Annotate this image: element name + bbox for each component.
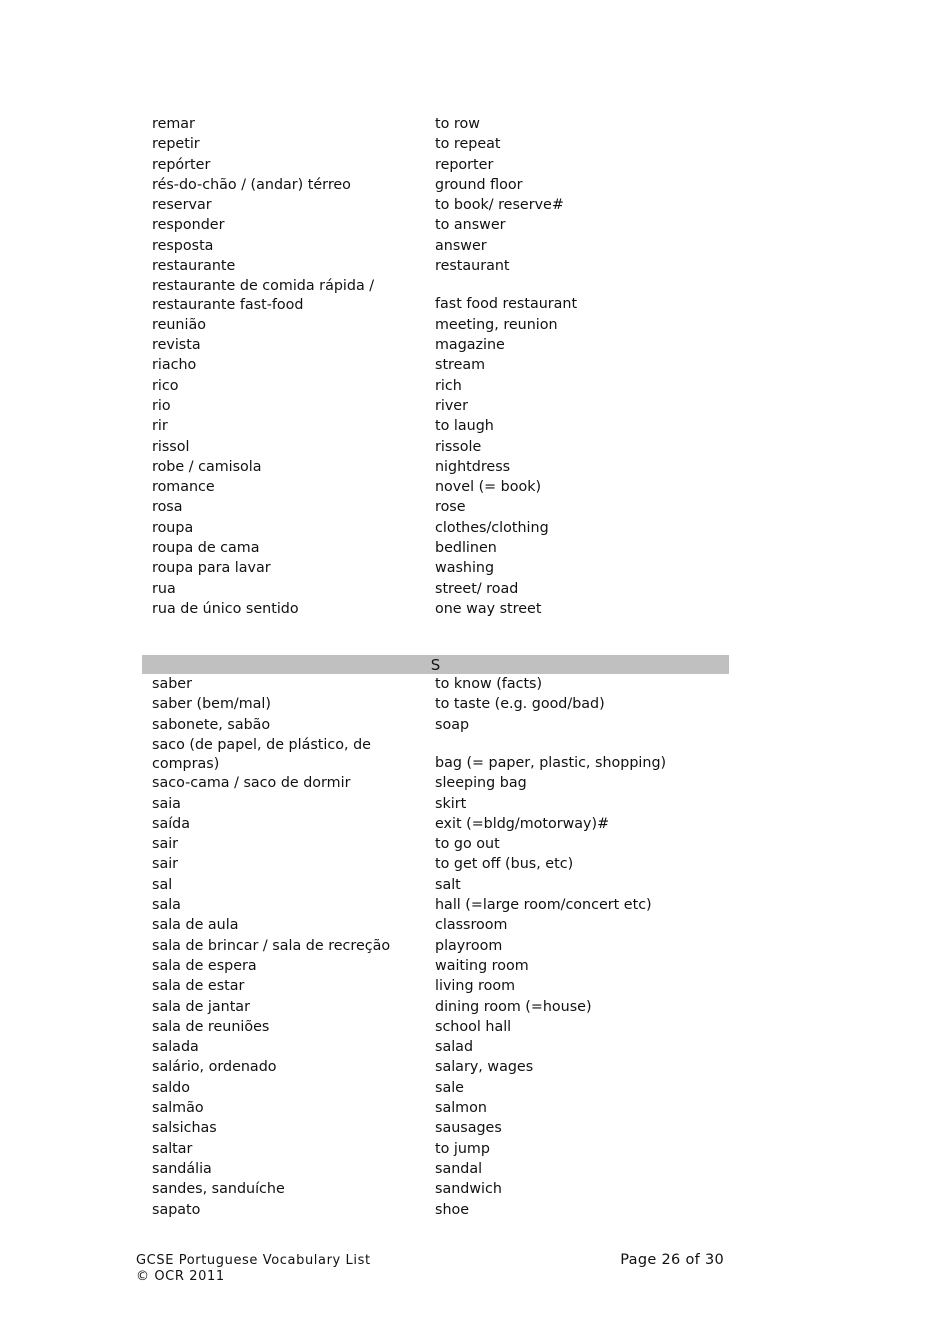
english-translation: sandwich [435,1181,502,1198]
vocab-row [142,1139,729,1159]
portuguese-term: sandália [152,1160,212,1177]
portuguese-term: sair [152,856,179,873]
portuguese-term: romance [152,479,215,496]
portuguese-term: saia [152,795,181,812]
english-translation: novel (= book) [435,479,542,496]
portuguese-term: salada [152,1039,199,1056]
vocab-row [142,956,729,976]
portuguese-term: restaurante [152,258,236,275]
english-translation: to row [435,116,480,132]
portuguese-term: sala de aula [152,917,239,934]
english-translation: clothes/clothing [435,519,549,536]
vocab-row [142,497,729,517]
portuguese-term: rissol [152,438,190,455]
english-translation: rich [435,377,462,394]
english-translation: one way street [435,600,542,617]
portuguese-term: saldo [152,1079,191,1096]
portuguese-term: sair [152,836,179,853]
vocab-row [142,376,729,396]
english-translation: dining room (=house) [435,998,592,1015]
vocab-row [142,114,729,134]
english-translation: sandal [435,1160,483,1177]
vocab-row [142,1179,729,1199]
portuguese-term: salmão [152,1100,204,1117]
vocab-row [142,236,729,256]
portuguese-term: repórter [152,156,211,173]
english-translation: to answer [435,217,506,234]
vocab-row [142,457,729,477]
vocab-row [142,1118,729,1138]
vocab-row [142,997,729,1017]
english-translation: to repeat [435,136,501,153]
english-translation: answer [435,237,487,254]
english-translation: salary, wages [435,1059,534,1076]
portuguese-term [142,276,435,314]
english-translation: classroom [435,917,508,934]
english-translation: exit (=bldg/motorway)# [435,815,610,832]
vocab-row [142,396,729,416]
portuguese-term: sala de estar [152,978,245,995]
english-translation: bedlinen [435,540,497,557]
portuguese-term: sandes, sanduíche [152,1181,285,1198]
vocab-row [142,538,729,558]
english-translation: to taste (e.g. good/bad) [435,696,605,713]
vocab-row [142,134,729,154]
english-translation: to laugh [435,418,494,435]
english-translation: salad [435,1039,474,1056]
vocab-row [142,416,729,436]
portuguese-term: responder [152,217,225,234]
english-translation: stream [435,357,486,374]
english-translation: to go out [435,836,500,853]
portuguese-term: repetir [152,136,200,153]
english-translation: nightdress [435,458,511,475]
english-translation: river [435,397,468,414]
portuguese-term: roupa para lavar [152,560,271,577]
vocab-row [142,335,729,355]
portuguese-term: rosa [152,499,183,516]
english-translation: ground floor [435,176,523,193]
vocab-row [142,814,729,834]
portuguese-term: saber [152,676,192,692]
portuguese-term: roupa de cama [152,540,260,557]
english-translation: soap [435,716,470,733]
portuguese-term-line: saco (de papel, de plástico, de [152,736,371,753]
portuguese-term: sabonete, sabão [152,716,271,733]
portuguese-term [142,735,435,773]
vocab-row [142,355,729,375]
vocab-row [142,976,729,996]
vocab-row [142,854,729,874]
portuguese-term: sala [152,897,181,914]
vocab-row [142,773,729,793]
portuguese-term-line: restaurante de comida rápida / [152,278,375,295]
vocab-row [142,195,729,215]
english-translation: restaurant [435,258,510,275]
portuguese-term: reservar [152,197,212,214]
vocab-row [142,895,729,915]
portuguese-term: sala de jantar [152,998,250,1015]
portuguese-term: salário, ordenado [152,1059,277,1076]
portuguese-term: saber (bem/mal) [152,696,271,713]
vocab-row [142,256,729,276]
copyright: © OCR 2011 [136,1269,225,1284]
vocab-row [142,936,729,956]
portuguese-term: rés-do-chão / (andar) térreo [152,176,351,193]
vocab-row [142,175,729,195]
portuguese-term: rico [152,377,179,394]
english-translation: playroom [435,937,503,954]
vocab-row [142,558,729,578]
english-translation: bag (= paper, plastic, shopping) [435,755,667,771]
portuguese-term: sal [152,876,173,893]
english-translation: skirt [435,795,467,812]
english-translation: sleeping bag [435,775,527,792]
document-title: GCSE Portuguese Vocabulary List [136,1253,371,1268]
english-translation: hall (=large room/concert etc) [435,897,652,914]
vocab-row [142,1057,729,1077]
english-translation: salt [435,876,461,893]
section-heading: S [142,655,729,674]
vocab-row [142,735,729,773]
portuguese-term: resposta [152,237,214,254]
english-translation: to get off (bus, etc) [435,856,574,873]
vocab-row [142,155,729,175]
vocab-row [142,715,729,735]
vocab-row [142,315,729,335]
vocab-section-r [142,114,729,619]
vocab-row [142,276,729,314]
portuguese-term: rir [152,418,168,435]
vocab-row [142,477,729,497]
portuguese-term: riacho [152,357,197,374]
portuguese-term-line: compras) [152,755,220,772]
portuguese-term: sapato [152,1201,201,1218]
vocab-row [142,1200,729,1220]
portuguese-term: saltar [152,1140,193,1157]
english-translation: to know (facts) [435,676,543,692]
vocab-row [142,875,729,895]
vocab-row [142,579,729,599]
portuguese-term: rio [152,397,171,414]
vocab-row [142,834,729,854]
portuguese-term: sala de brincar / sala de recreção [152,937,391,954]
portuguese-term: sala de espera [152,957,257,974]
portuguese-term: roupa [152,519,194,536]
portuguese-term: revista [152,337,201,354]
english-translation: street/ road [435,580,519,597]
english-translation: shoe [435,1201,470,1218]
portuguese-term: robe / camisola [152,458,262,475]
english-translation: school hall [435,1018,512,1035]
vocab-row [142,215,729,235]
portuguese-term: sala de reuniões [152,1018,270,1035]
english-translation: sale [435,1079,464,1096]
vocab-row [142,1159,729,1179]
english-translation: to book/ reserve# [435,197,564,214]
vocab-row [142,915,729,935]
vocab-row [142,1098,729,1118]
vocab-row [142,694,729,714]
vocab-row [142,1078,729,1098]
english-translation: waiting room [435,957,529,974]
english-translation: rose [435,499,466,516]
portuguese-term: saída [152,815,191,832]
portuguese-term: remar [152,116,195,132]
english-translation: fast food restaurant [435,296,578,313]
portuguese-term: rua de único sentido [152,600,299,617]
english-translation: salmon [435,1100,487,1117]
vocab-row [142,599,729,619]
vocab-row [142,1037,729,1057]
english-translation: meeting, reunion [435,316,558,333]
portuguese-term: reunião [152,316,206,333]
vocab-row [142,437,729,457]
page-number: Page 26 of 30 [620,1252,724,1268]
footer-left [136,1253,371,1285]
portuguese-term: saco-cama / saco de dormir [152,775,351,792]
english-translation: to jump [435,1140,490,1157]
english-translation: living room [435,978,516,995]
vocab-row [142,1017,729,1037]
english-translation: rissole [435,438,482,455]
english-translation: reporter [435,156,494,173]
vocab-row [142,518,729,538]
vocab-row [142,794,729,814]
english-translation: washing [435,560,495,577]
vocab-row [142,674,729,694]
portuguese-term: rua [152,580,176,597]
portuguese-term-line: restaurante fast-food [152,297,304,314]
english-translation: magazine [435,337,505,354]
vocab-section-s [142,655,729,1220]
english-translation: sausages [435,1120,502,1137]
portuguese-term: salsichas [152,1120,217,1137]
